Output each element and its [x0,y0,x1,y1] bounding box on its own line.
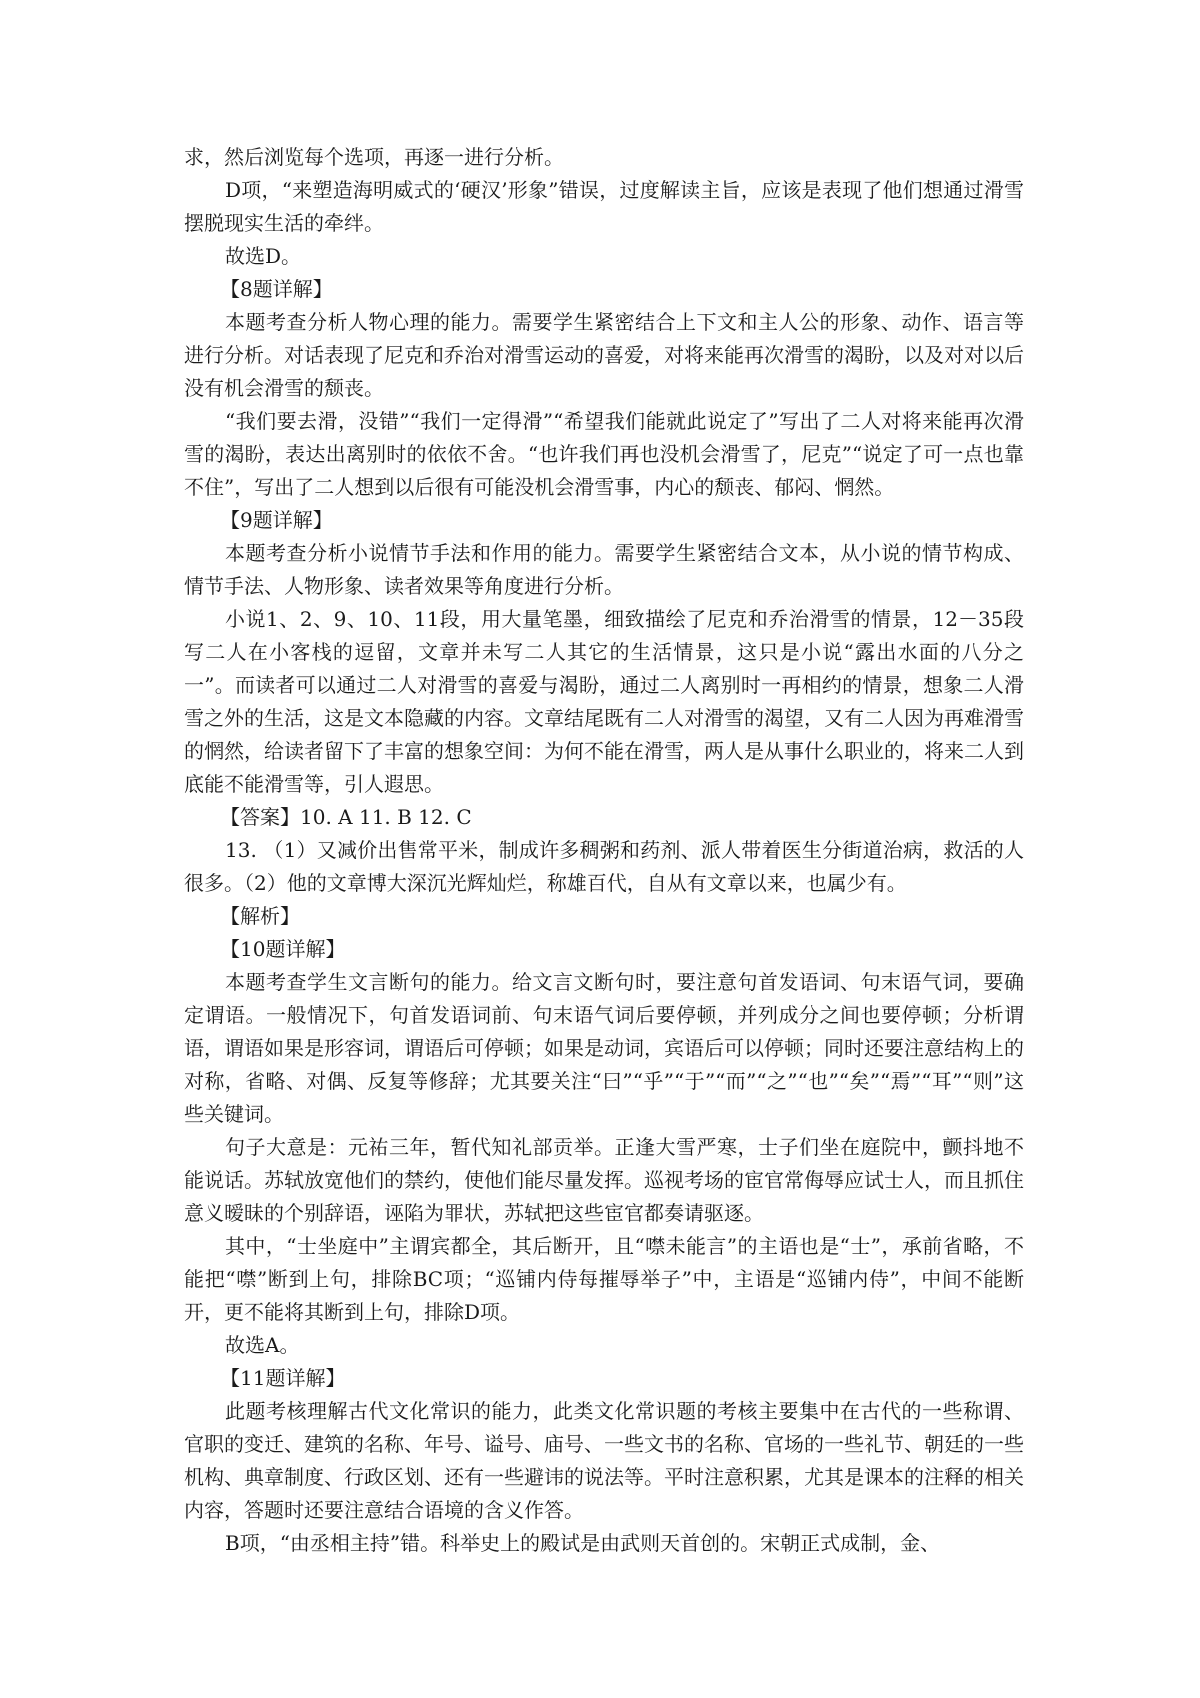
paragraph-q9-intro: 本题考查分析小说情节手法和作用的能力。需要学生紧密结合文本，从小说的情节构成、情节手法、人物形象、读者效果等角度进行分析。 [184,541,1024,598]
heading-analysis: 【解析】 [220,904,300,928]
paragraph-q11-intro: 此题考核理解古代文化常识的能力，此类文化常识题的考核主要集中在古代的一些称谓、官职的变迁、建筑的名称、年号、谥号、庙号、一些文书的名称、官场的一些礼节、朝廷的一些机构、典章制度、行政区划、还有一些避讳的说法等。平时注意积累，尤其是课本的注释的相关内容，答题时还要注意结合语境的含义作答。 [184,1399,1024,1522]
paragraph-q9-analysis: 小说1、2、9、10、11段，用大量笔墨，细致描绘了尼克和乔治滑雪的情景，12－35段写二人在小客栈的逗留，文章并未写二人其它的生活情景，这只是小说“露出水面的八分之一”。而读者可以通过二人对滑雪的喜爱与渴盼，通过二人离别时一再相约的情景，想象二人滑雪之外的生活，这是文本隐藏的内容。文章结尾既有二人对滑雪的渴望，又有二人因为再难滑雪的惘然，给读者留下了丰富的想象空间：为何不能在滑雪，两人是从事什么职业的，将来二人到底能不能滑雪等，引人遐思。 [184,607,1024,796]
paragraph-option-d-analysis: D项，“来塑造海明威式的‘硬汉’形象”错误，过度解读主旨，应该是表现了他们想通过滑雪摆脱现实生活的牵绊。 [184,178,1024,235]
paragraph-q8-intro: 本题考查分析人物心理的能力。需要学生紧密结合上下文和主人公的形象、动作、语言等进行分析。对话表现了尼克和乔治对滑雪运动的喜爱，对将来能再次滑雪的渴盼，以及对对以后没有机会滑雪的颓丧。 [184,310,1024,400]
answer-key-line: 【答案】10. A 11. B 12. C [220,805,472,829]
paragraph-q13-translation: 13. （1）又减价出售常平米，制成许多稠粥和药剂、派人带着医生分街道治病，救活的人很多。（2）他的文章博大深沉光辉灿烂，称雄百代，自从有文章以来，也属少有。 [184,838,1024,895]
heading-q10-explanation: 【10题详解】 [220,937,346,961]
heading-q11-explanation: 【11题详解】 [220,1366,346,1390]
paragraph-q8-quotes: “我们要去滑，没错”“我们一定得滑”“希望我们能就此说定了”写出了二人对将来能再次滑雪的渴盼，表达出离别时的依依不舍。“也许我们再也没机会滑雪了，尼克”“说定了可一点也靠不住”，写出了二人想到以后很有可能没机会滑雪事，内心的颓丧、郁闷、惘然。 [184,409,1024,499]
paragraph-answer-choice: 故选D。 [225,244,302,268]
paragraph-q10-meaning: 句子大意是：元祐三年，暂代知礼部贡举。正逢大雪严寒，士子们坐在庭院中，颤抖地不能说话。苏轼放宽他们的禁约，使他们能尽量发挥。巡视考场的宦官常侮辱应试士人，而且抓住意义暧昧的个别辞语，诬陷为罪状，苏轼把这些宦官都奏请驱逐。 [184,1135,1024,1225]
paragraph-q10-answer: 故选A。 [225,1333,300,1357]
document-page [184,141,1024,1560]
paragraph-q11-option-b: B项，“由丞相主持”错。科举史上的殿试是由武则天首创的。宋朝正式成制，金、 [225,1531,941,1555]
paragraph-continuation: 求，然后浏览每个选项，再逐一进行分析。 [184,145,564,169]
heading-q8-explanation: 【8题详解】 [220,277,333,301]
paragraph-q10-reasoning: 其中，“士坐庭中”主谓宾都全，其后断开，且“噤未能言”的主语也是“士”，承前省略，不能把“噤”断到上句，排除BC项；“巡铺内侍每摧辱举子”中，主语是“巡铺内侍”，中间不能断开，更不能将其断到上句，排除D项。 [184,1234,1024,1324]
heading-q9-explanation: 【9题详解】 [220,508,333,532]
paragraph-q10-intro: 本题考查学生文言断句的能力。给文言文断句时，要注意句首发语词、句末语气词，要确定谓语。一般情况下，句首发语词前、句末语气词后要停顿，并列成分之间也要停顿；分析谓语，谓语如果是形容词，谓语后可停顿；如果是动词，宾语后可以停顿；同时还要注意结构上的对称，省略、对偶、反复等修辞；尤其要关注“曰”“乎”“于”“而”“之”“也”“矣”“焉”“耳”“则”这些关键词。 [184,970,1024,1126]
